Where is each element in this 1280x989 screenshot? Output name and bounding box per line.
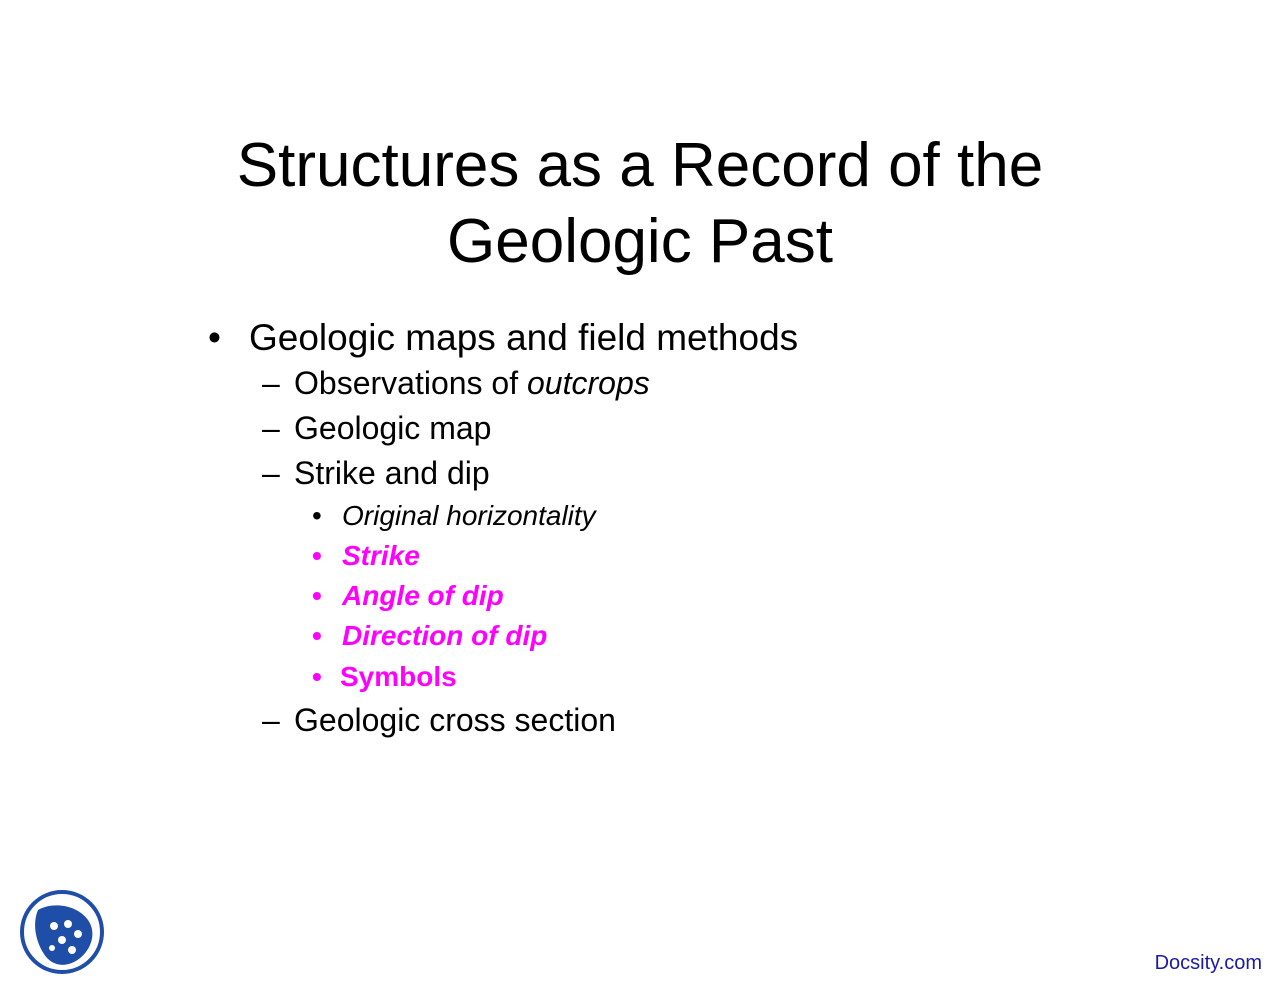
bullet-direction-of-dip	[312, 619, 547, 653]
bullet-marker: •	[312, 500, 322, 531]
bullet-strike-and-dip	[262, 454, 490, 492]
bullet-marker: •	[208, 317, 221, 358]
bullet-text: Angle of dip	[342, 580, 504, 611]
bullet-strike	[312, 539, 420, 573]
bullet-text-italic: outcrops	[527, 365, 650, 401]
bullet-text: Original horizontality	[342, 500, 596, 531]
bullet-marker: •	[312, 580, 322, 611]
bullet-marker: •	[312, 540, 322, 571]
bullet-text: Strike	[342, 540, 420, 571]
bullet-text: Geologic cross section	[294, 702, 616, 738]
bullet-original-horizontality	[312, 499, 596, 533]
slide-title-line-2: Geologic Past	[447, 207, 833, 276]
bullet-angle-of-dip	[312, 579, 504, 613]
bullet-text: Geologic maps and field methods	[249, 317, 799, 358]
bullet-text: Geologic map	[294, 410, 492, 446]
dash-marker: –	[262, 702, 280, 738]
bullet-symbols	[312, 660, 457, 694]
slide-title	[0, 128, 1280, 280]
bullet-marker: •	[312, 620, 322, 651]
docsity-logo-icon	[18, 888, 106, 976]
bullet-text: Symbols	[340, 661, 457, 692]
bullet-observations	[262, 364, 650, 402]
bullet-cross-section	[262, 701, 616, 739]
bullet-marker: •	[312, 661, 322, 692]
docsity-link[interactable]: Docsity.com	[1154, 952, 1262, 974]
dash-marker: –	[262, 365, 280, 401]
dash-marker: –	[262, 455, 280, 491]
bullet-geologic-map	[262, 409, 491, 447]
bullet-geologic-maps	[208, 316, 798, 360]
bullet-text: Direction of dip	[342, 620, 548, 651]
slide-title-line-1: Structures as a Record of the	[236, 131, 1044, 200]
bullet-text: Observations of	[294, 365, 527, 401]
bullet-text: Strike and dip	[294, 455, 490, 491]
dash-marker: –	[262, 410, 280, 446]
